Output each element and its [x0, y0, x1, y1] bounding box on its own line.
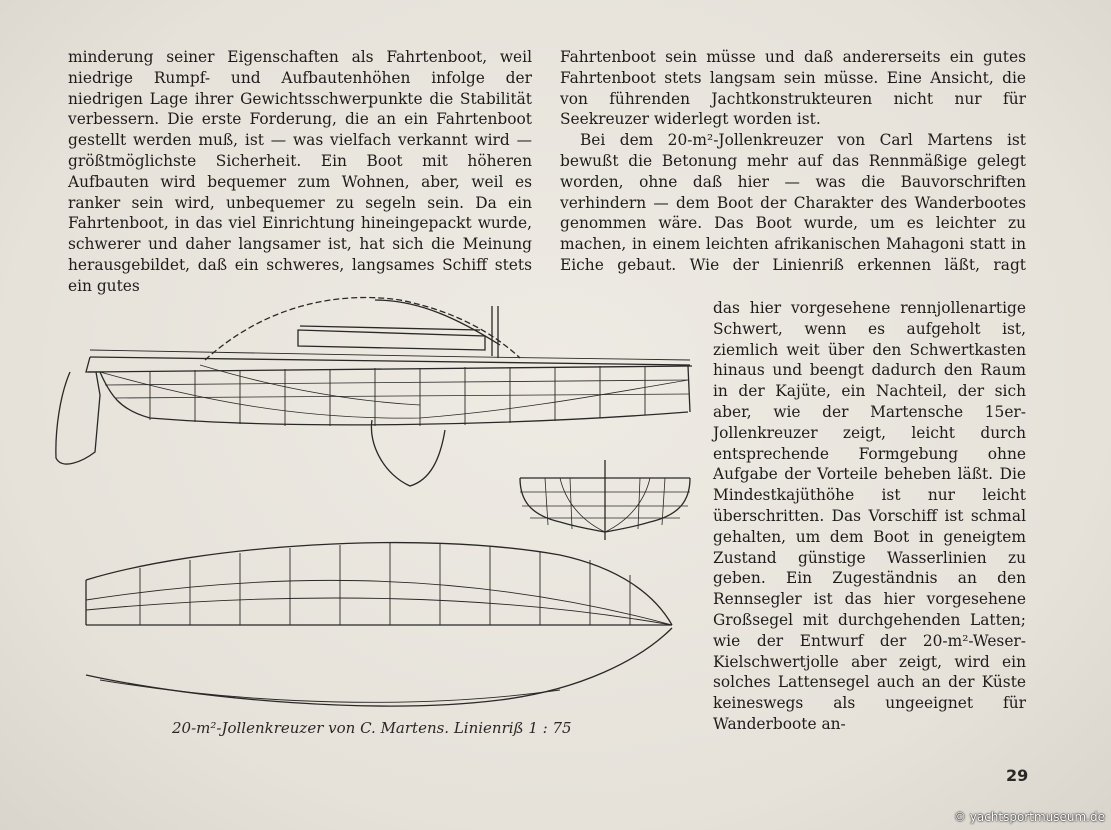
right-paragraph-1: Fahrtenboot sein müsse und daß andererseits ein gutes Fahrtenboot stets langsam sein müsse. Eine Ansicht, die von führenden Jachtkonstrukteuren nicht nur für Seekreuzer widerlegt worden ist. — [560, 48, 1026, 129]
page-number: 29 — [1006, 766, 1029, 785]
half-breadth-plan — [86, 543, 672, 706]
right-paragraph-2-narrow: das hier vorgesehene rennjollenartige Schwert, wenn es aufgeholt ist, ziemlich weit über den Schwertkasten hinaus und beengt dadurch den Raum in der Kajüte, ein Nachteil, der sich aber, wie der Martensche 15er-Jollenkreuzer zeigt, leicht durch entsprechende Formgebung ohne Aufgabe der Vorteile beheben läßt. Die Mindestkajüthöhe ist nur leicht überschritten. Das Vorschiff ist schmal gehalten, um dem Boot in geneigtem Zustand günstige Wasserlinien zu geben. Ein Zugeständnis an den Rennsegler ist das hier vorgesehene Großsegel mit durchgehenden Latten; wie der Entwurf der 20-m²-Weser-Kielschwertjolle aber zeigt, wird ein solches Lattensegel auch an der Küste keineswegs als ungeeignet für Wanderboote an- — [713, 299, 1026, 733]
figure-caption: 20-m²-Jollenkreuzer von C. Martens. Linienriß 1 : 75 — [172, 719, 572, 737]
copyright-watermark: © yachtsportmuseum.de — [953, 810, 1105, 824]
right-paragraph-2-top: Bei dem 20-m²-Jollenkreuzer von Carl Martens ist bewußt die Betonung mehr auf das Rennmäßige gelegt worden, ohne daß hier — was die Bauvorschriften verhindern — dem Boot der Charakter des Wanderbootes genommen wäre. Das Boot wurde, um es leichter zu machen, in einem leichten afrikanischen Mahagoni statt in Eiche gebaut. Wie der Linienriß erkennen läßt, ragt — [560, 131, 1026, 274]
profile-view — [56, 298, 692, 487]
left-paragraph: minderung seiner Eigenschaften als Fahrtenboot, weil niedrige Rumpf- und Aufbautenhöhen infolge der niedrigen Lage ihrer Gewichtsschwerpunkte die Stabilität verbessern. Die erste Forderung, die an ein Fahrtenboot gestellt werden muß, ist — was vielfach verkannt wird — größtmöglichste Sicherheit. Ein Boot mit höheren Aufbauten wird bequemer zum Wohnen, aber, weil es ranker sein wird, unbequemer zu segeln sein. Da ein Fahrtenboot, in das viel Einrichtung hineingepackt wurde, schwerer und daher langsamer ist, hat sich die Meinung herausgebildet, daß ein schweres, langsames Schiff stets ein gutes — [68, 48, 532, 295]
body-plan — [520, 460, 690, 540]
